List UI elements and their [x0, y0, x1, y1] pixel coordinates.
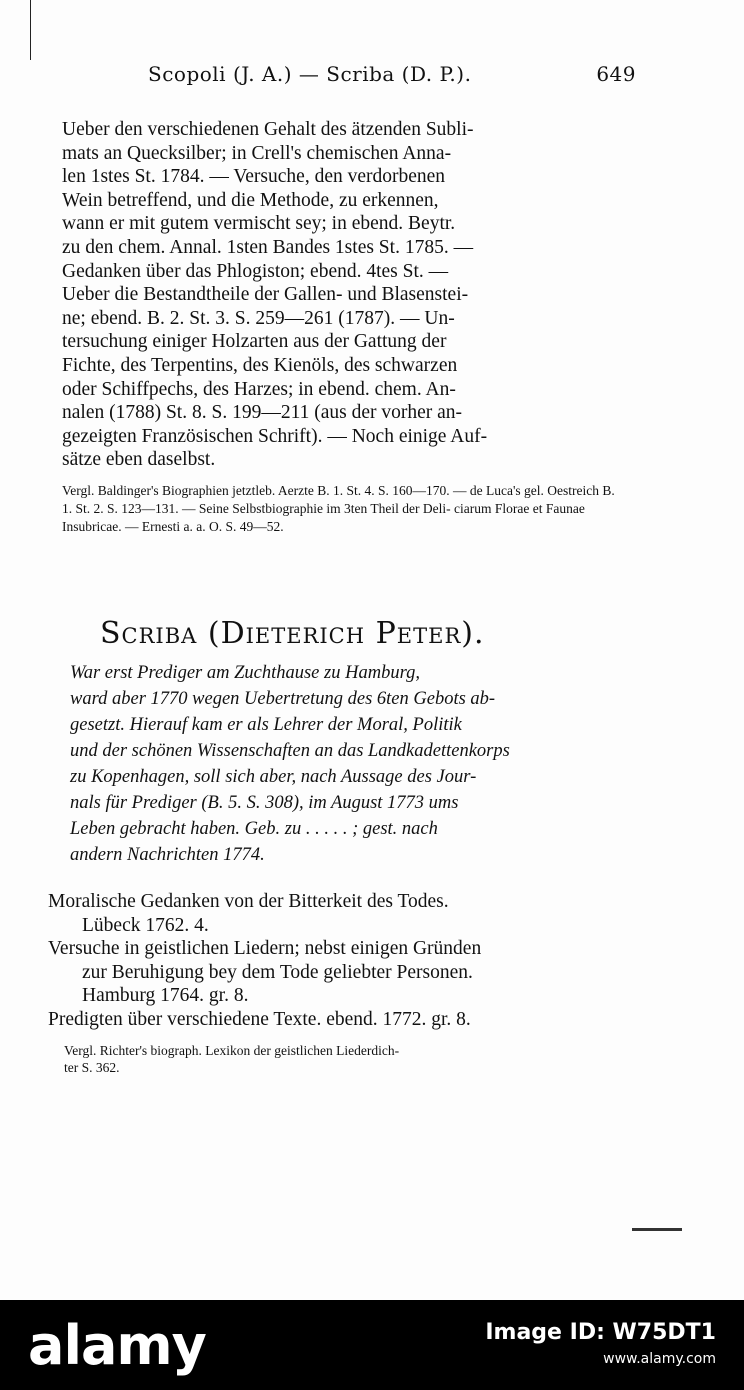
reference-line: S. 160—170. — de Luca's gel. Oestreich B. 1. St. 2. S. — [62, 483, 615, 516]
reference-line: ciarum Florae et Faunae Insubricae. — Ernesti a. a. O. S. — [62, 501, 585, 534]
text-line: Moralische Gedanken von der Bitterkeit des Todes. — [48, 891, 449, 912]
text-line: Fichte, des Terpentins, des Kienöls, des schwarzen — [62, 354, 458, 376]
reference-scriba — [64, 1042, 624, 1076]
text-line: len 1stes St. 1784. — Versuche, den verdorbenen — [62, 166, 446, 188]
reference-scopoli — [62, 482, 622, 536]
text-line: nalen (1788) St. 8. S. 199—211 (aus der vorher an- — [62, 402, 463, 424]
paragraph-scopoli-works — [62, 118, 622, 472]
reference-line: 49—52. — [239, 519, 284, 534]
text-line: Predigten über verschiedene Texte. ebend. 1772. gr. 8. — [48, 1008, 471, 1030]
text-line: Gedanken über das Phlogiston; ebend. 4tes St. — — [62, 260, 449, 282]
text-line: wann er mit gutem vermischt sey; in ebend. Beytr. — [62, 213, 456, 235]
text-line: gesetzt. Hierauf kam er als Lehrer der Moral, Politik — [70, 715, 462, 735]
text-line: Leben gebracht haben. Geb. zu . . . . . ; gest. nach — [70, 819, 438, 839]
reference-line: ter S. 362. — [64, 1060, 120, 1075]
footer-meta — [485, 1320, 716, 1372]
reference-line: 123—131. — Seine Selbstbiographie im 3ten Theil der Deli- — [121, 501, 451, 516]
text-line: zur Beruhigung bey dem Tode geliebter Personen. — [82, 961, 473, 983]
works-list — [48, 890, 628, 1031]
text-line: zu den chem. Annal. 1sten Bandes 1stes St. 1785. — — [62, 236, 474, 258]
text-line: tersuchung einiger Holzarten aus der Gattung der — [62, 331, 447, 353]
reference-line: Vergl. Baldinger's Biographien jetztleb. Aerzte B. 1. St. 4. — [62, 483, 375, 498]
text-line: und der schönen Wissenschaften an das Landkadettenkorps — [70, 741, 510, 761]
work-entry — [48, 890, 628, 937]
reference-line: Vergl. Richter's biograph. Lexikon der geistlichen Liederdich- — [64, 1043, 400, 1058]
text-line: Hamburg 1764. gr. 8. — [82, 985, 249, 1006]
text-line: Ueber den verschiedenen Gehalt des ätzenden Subli- — [62, 119, 474, 140]
paragraph-scriba-biography — [70, 660, 630, 868]
text-line: Ueber die Bestandtheile der Gallen- und Blasenstei- — [62, 284, 469, 306]
text-line: oder Schiffpechs, des Harzes; in ebend. chem. An- — [62, 378, 456, 400]
text-line: zu Kopenhagen, soll sich aber, nach Aussage des Jour- — [70, 767, 477, 787]
margin-line — [30, 0, 31, 60]
work-entry — [48, 1008, 628, 1032]
text-line: gezeigten Französischen Schrift). — Noch einige Auf- — [62, 425, 488, 447]
running-header — [148, 62, 636, 86]
alamy-logo: alamy — [28, 1314, 206, 1377]
entry-title: Scriba (Dieterich Peter). — [100, 616, 485, 651]
text-line: andern Nachrichten 1774. — [70, 845, 265, 865]
text-line: ne; ebend. B. 2. St. 3. S. 259—261 (1787). — Un- — [62, 307, 455, 329]
text-line: Versuche in geistlichen Liedern; nebst einigen Gründen — [48, 938, 482, 959]
text-line: ward aber 1770 wegen Uebertretung des 6ten Gebots ab- — [70, 689, 496, 709]
text-line: Wein betreffend, und die Methode, zu erkennen, — [62, 189, 439, 211]
running-title: Scopoli (J. A.) — Scriba (D. P.). — [148, 62, 472, 86]
text-line: Lübeck 1762. 4. — [82, 914, 209, 936]
text-line: War erst Prediger am Zuchthause zu Hamburg, — [70, 663, 420, 683]
page-number: 649 — [596, 62, 636, 86]
site-url: www.alamy.com — [603, 1351, 716, 1367]
text-line: sätze eben daselbst. — [62, 449, 216, 471]
work-entry — [48, 937, 628, 1008]
stock-footer — [0, 1300, 744, 1390]
page-mark — [632, 1228, 682, 1231]
text-line: nals für Prediger (B. 5. S. 308), im August 1773 ums — [70, 793, 459, 813]
text-line: mats an Quecksilber; in Crell's chemischen Anna- — [62, 142, 452, 164]
image-id: Image ID: W75DT1 — [485, 1320, 716, 1345]
